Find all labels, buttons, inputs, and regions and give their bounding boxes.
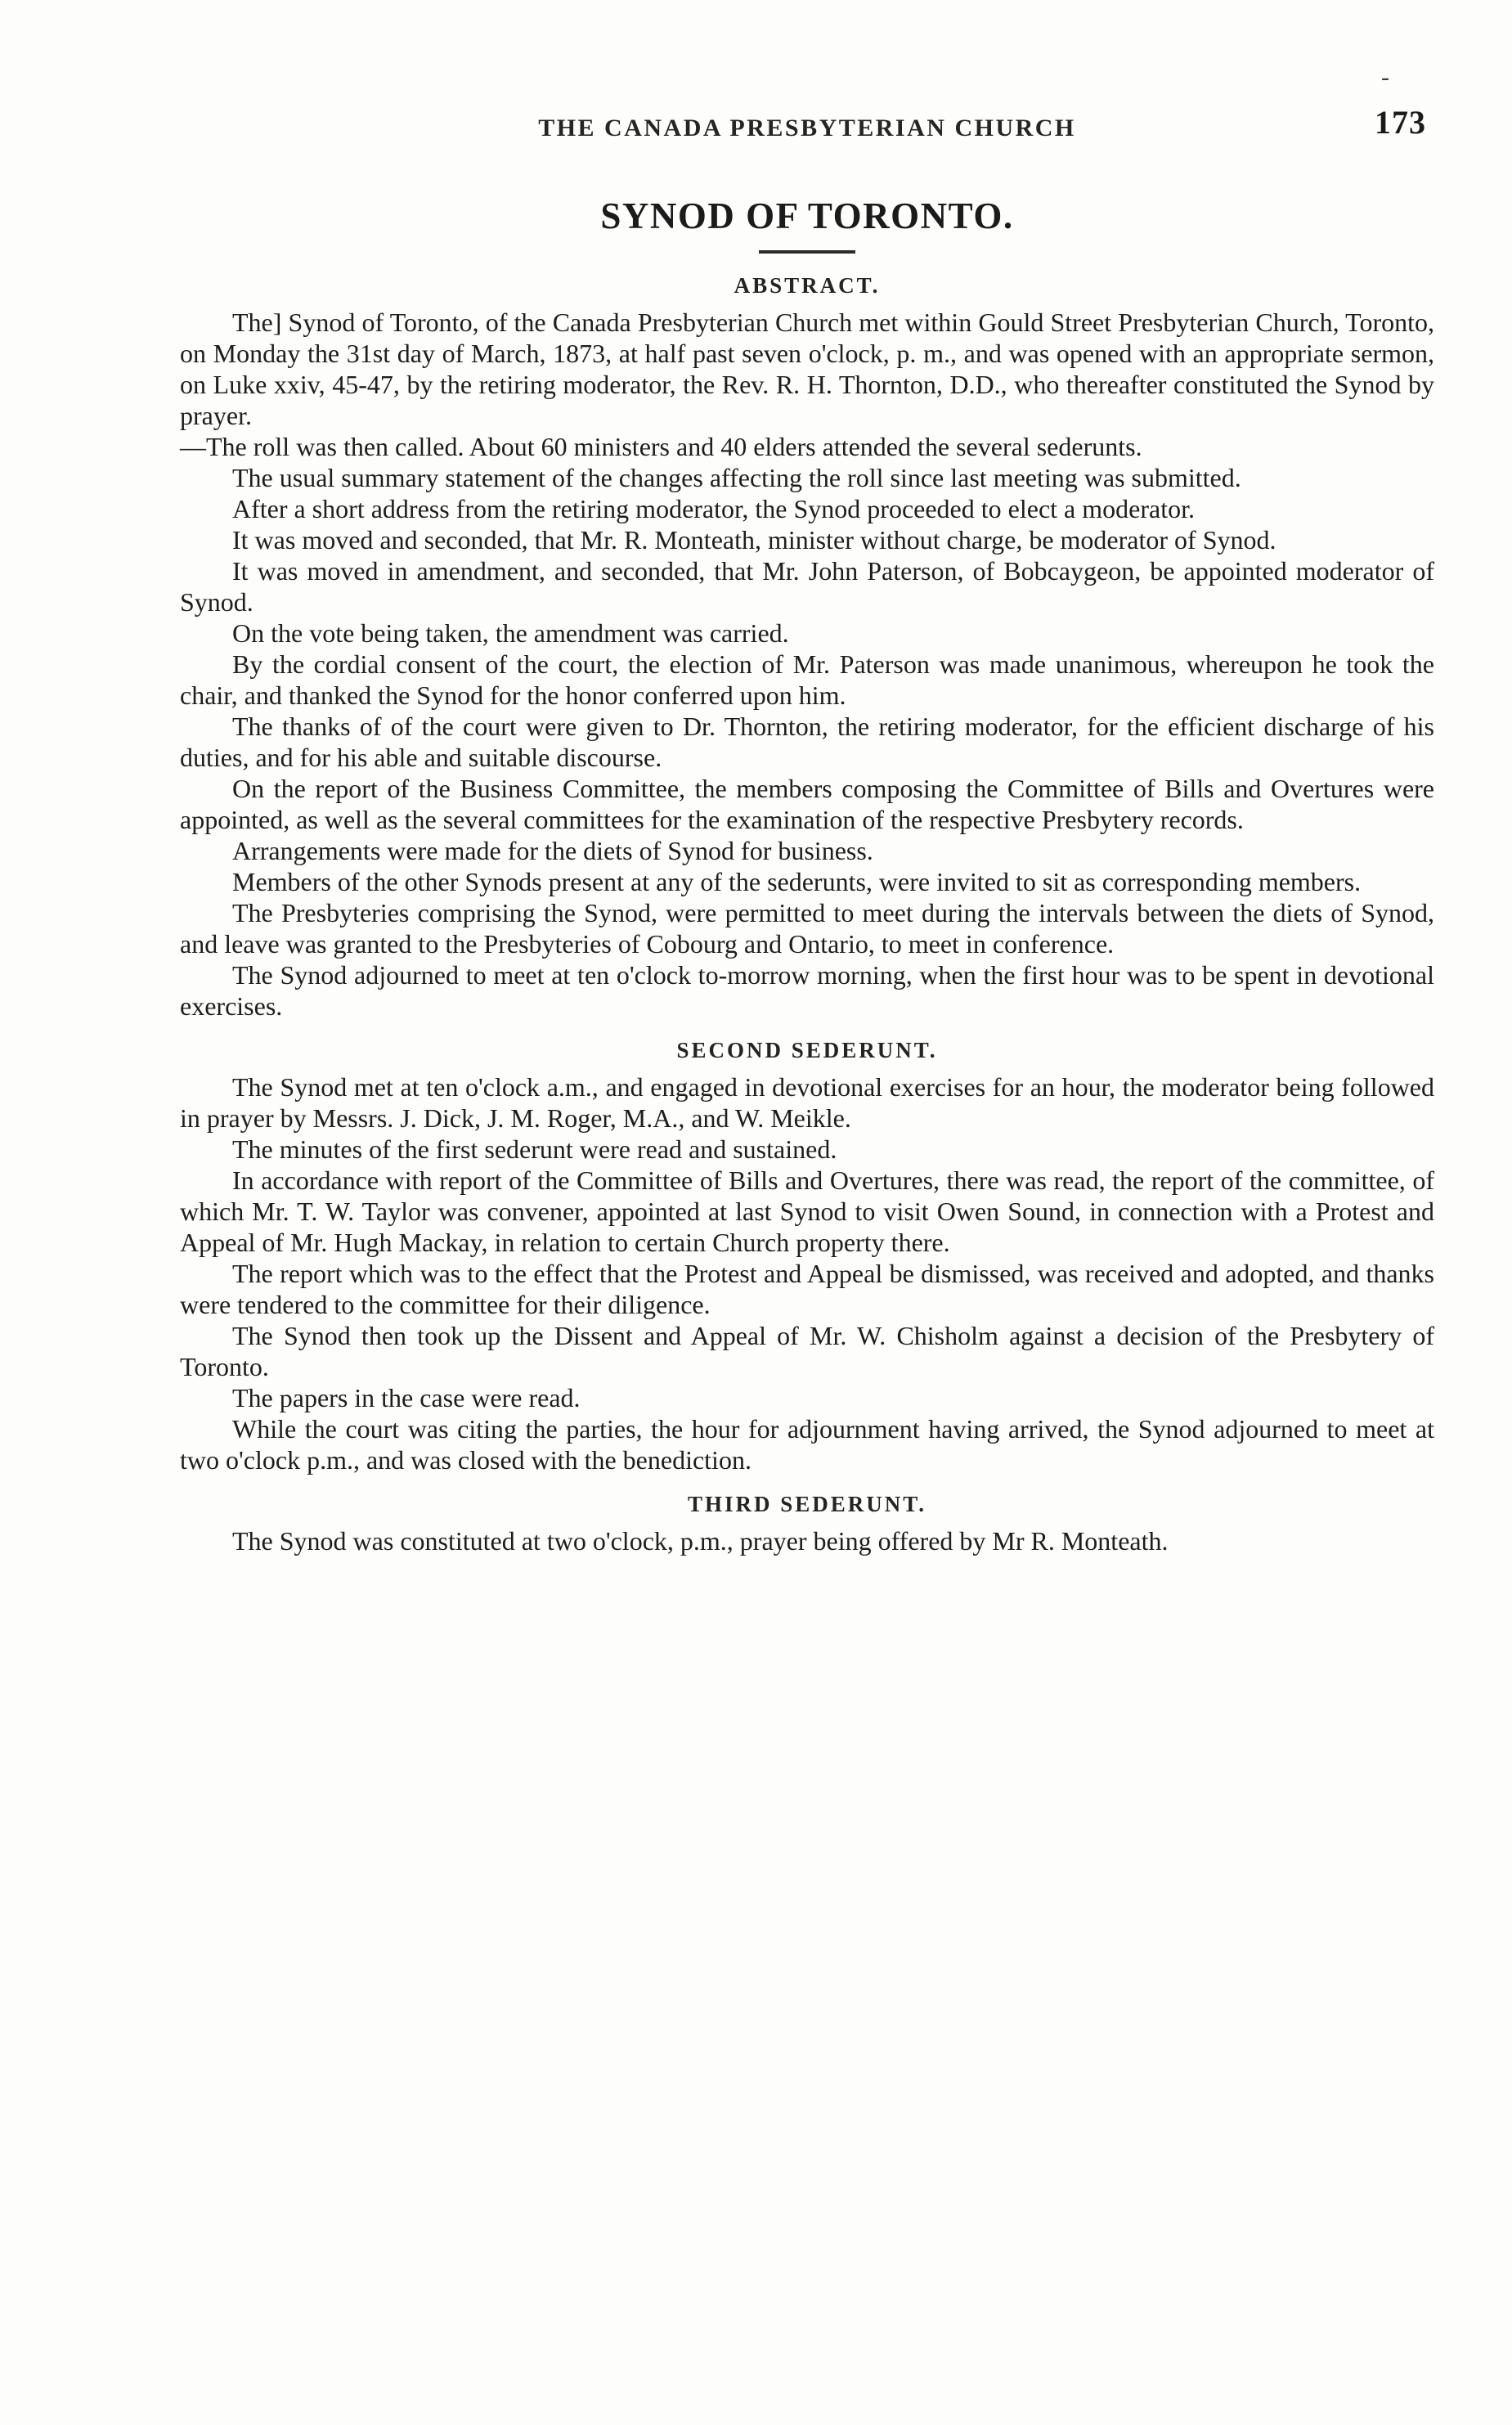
page-header xyxy=(180,64,1434,164)
body-paragraph: The report which was to the effect that the Protest and Appeal be dismissed, was received and adopted, and thanks were tendered to the committee for their diligence. xyxy=(180,1259,1434,1319)
running-title: THE CANADA PRESBYTERIAN CHURCH xyxy=(538,115,1076,141)
body-paragraph: The Synod was constituted at two o'clock, p.m., prayer being offered by Mr R. Monteath. xyxy=(232,1526,1169,1556)
body-paragraph: The Synod met at ten o'clock a.m., and engaged in devotional exercises for an hour, the moderator being followed in prayer by Messrs. J. Dick, J. M. Roger, M.A., and W. Meikle. xyxy=(180,1072,1434,1133)
body-paragraph: By the cordial consent of the court, the election of Mr. Paterson was made unanimous, whereupon he took the chair, and thanked the Synod for the honor conferred upon him. xyxy=(180,649,1434,710)
body-paragraph: The Synod then took up the Dissent and Appeal of Mr. W. Chisholm against a decision of the Presbytery of Toronto. xyxy=(180,1321,1434,1381)
body-paragraph: The minutes of the first sederunt were read and sustained. xyxy=(232,1134,837,1164)
document-body xyxy=(180,273,1434,1556)
body-paragraph: —The roll was then called. About 60 ministers and 40 elders attended the several sederunts. xyxy=(180,432,1142,461)
body-paragraph: The Synod adjourned to meet at ten o'clock to-morrow morning, when the first hour was to be spent in devotional exercises. xyxy=(180,960,1434,1021)
body-paragraph: It was moved in amendment, and seconded, that Mr. John Paterson, of Bobcaygeon, be appointed moderator of Synod. xyxy=(180,556,1434,617)
body-paragraph: Arrangements were made for the diets of Synod for business. xyxy=(232,836,873,865)
body-paragraph: The thanks of of the court were given to Dr. Thornton, the retiring moderator, for the efficient discharge of his duties, and for his able and suitable discourse. xyxy=(180,712,1434,772)
corner-mark: - xyxy=(1381,64,1389,91)
title-divider xyxy=(759,250,855,254)
body-paragraph: The Presbyteries comprising the Synod, were permitted to meet during the intervals between the diets of Synod, and leave was granted to the Presbyteries of Cobourg and Ontario, to meet in conference. xyxy=(180,898,1434,959)
section-heading-abstract: ABSTRACT. xyxy=(734,273,881,298)
section-heading-third-sederunt: THIRD SEDERUNT. xyxy=(687,1492,927,1516)
body-paragraph: The usual summary statement of the changes affecting the roll since last meeting was submitted. xyxy=(232,463,1241,492)
body-paragraph: On the vote being taken, the amendment was carried. xyxy=(232,618,789,648)
body-paragraph: Members of the other Synods present at any of the sederunts, were invited to sit as corresponding members. xyxy=(232,867,1362,896)
body-paragraph: The] Synod of Toronto, of the Canada Presbyterian Church met within Gould Street Presbyterian Church, Toronto, on Monday the 31st day of March, 1873, at half past seven o'clock, p. m., and was opened with an appropriate sermon, on Luke xxiv, 45-47, by the retiring moderator, the Rev. R. H. Thornton, D.D., who thereafter constituted the Synod by prayer. xyxy=(180,308,1434,430)
body-paragraph: In accordance with report of the Committee of Bills and Overtures, there was read, the report of the committee, of which Mr. T. W. Taylor was convener, appointed at last Synod to visit Owen Sound, in connection with a Protest and Appeal of Mr. Hugh Mackay, in relation to certain Church property there. xyxy=(180,1165,1434,1257)
body-paragraph: On the report of the Business Committee, the members composing the Committee of Bills and Overtures were appointed, as well as the several committees for the examination of the respective Presbytery records. xyxy=(180,774,1434,834)
document-title: SYNOD OF TORONTO. xyxy=(600,195,1014,236)
page-number: 173 xyxy=(1375,104,1426,141)
body-paragraph: The papers in the case were read. xyxy=(232,1383,581,1412)
body-paragraph: It was moved and seconded, that Mr. R. Monteath, minister without charge, be moderator of Synod. xyxy=(232,525,1276,555)
section-heading-second-sederunt: SECOND SEDERUNT. xyxy=(676,1038,938,1062)
body-paragraph: After a short address from the retiring moderator, the Synod proceeded to elect a moderator. xyxy=(232,494,1195,523)
body-paragraph: While the court was citing the parties, the hour for adjournment having arrived, the Synod adjourned to meet at two o'clock p.m., and was closed with the benediction. xyxy=(180,1414,1434,1475)
